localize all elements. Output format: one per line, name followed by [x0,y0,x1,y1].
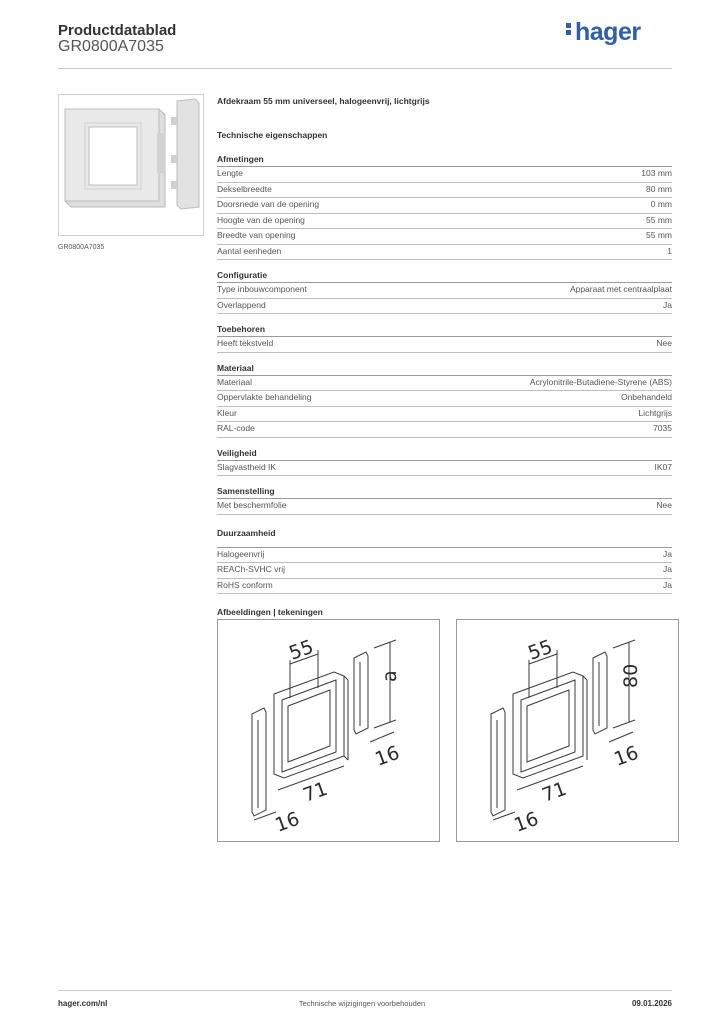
spec-row [217,499,672,515]
spec-row [217,214,672,230]
spec-value: 0 mm [650,199,672,209]
spec-value: Nee [656,500,672,510]
spec-label: REACh-SVHC vrij [217,564,286,574]
spec-section [217,448,672,477]
dimension-drawing-1 [217,619,440,842]
spec-row [217,461,672,477]
header-divider [58,68,672,69]
spec-value: Lichtgrijs [638,407,672,418]
dim-depth-left: 16 [511,807,542,837]
section-title: Afmetingen [217,154,672,167]
spec-label: Dekselbreedte [217,183,272,194]
spec-label: RAL-code [217,423,255,433]
footer-divider [58,990,672,991]
photo-caption: GR0800A7035 [58,244,105,251]
spec-row [217,283,672,299]
footer-date: 09.01.2026 [631,999,672,1008]
spec-value: 80 mm [646,183,672,194]
spec-row [217,548,672,564]
tech-properties-heading: Technische eigenschappen [217,130,328,140]
dim-width: 71 [300,777,331,807]
dim-width: 71 [539,777,570,807]
spec-label: Type inbouwcomponent [217,284,307,294]
spec-section [217,486,672,515]
spec-value: Ja [663,564,672,574]
spec-label: Doorsnede van de opening [217,199,320,209]
spec-label: Lengte [217,168,243,178]
spec-label: Breedte van opening [217,230,296,240]
spec-section [217,154,672,260]
dimension-drawing-2 [456,619,679,842]
product-code: GR0800A7035 [58,38,164,55]
spec-value: Ja [663,579,672,590]
spec-value: 7035 [653,423,672,433]
spec-value: 55 mm [646,214,672,225]
dim-depth-right: 16 [372,741,403,771]
spec-row [217,337,672,353]
spec-section [217,270,672,314]
spec-label: Slagvastheid IK [217,461,277,472]
spec-value: 55 mm [646,230,672,240]
spec-value: 103 mm [641,168,672,178]
dim-depth-right: 16 [611,741,642,771]
footer-note: Technische wijzigingen voorbehouden [298,999,426,1008]
dim-height: 80 [620,663,642,688]
spec-value: Acrylonitrile-Butadiene-Styrene (ABS) [529,376,672,387]
spec-label: Halogeenvrij [217,548,265,559]
dimension-drawing-svg [457,620,678,841]
dim-opening-width: 55 [525,635,556,665]
spec-label: Hoogte van de opening [217,214,305,225]
spec-row [217,579,672,595]
spec-label: Kleur [217,407,237,418]
spec-row [217,229,672,245]
spec-row [217,391,672,407]
spec-value: Ja [663,299,672,310]
spec-row [217,563,672,579]
dim-opening-width: 55 [286,635,317,665]
spec-row [217,299,672,315]
spec-label: Heeft tekstveld [217,338,274,348]
spec-value: Apparaat met centraalplaat [569,284,672,294]
section-title: Configuratie [217,270,672,283]
spec-sections [217,154,672,594]
section-title: Samenstelling [217,486,672,499]
section-title: Materiaal [217,363,672,376]
dim-depth-left: 16 [272,807,303,837]
document-title: Productdatablad [58,22,177,39]
spec-label: Oppervlakte behandeling [217,392,312,402]
product-description: Afdekraam 55 mm universeel, halogeenvrij, lichtgrijs [217,96,430,106]
specifications [217,96,672,619]
spec-row [217,245,672,261]
spec-label: Aantal eenheden [217,245,282,256]
spec-label: Met beschermfolie [217,500,287,510]
logo-text: hager [575,18,641,46]
spec-row [217,407,672,423]
spec-label: Overlappend [217,299,266,310]
spec-value: IK07 [654,461,672,472]
spec-label: Materiaal [217,376,252,387]
dimension-drawing-svg [218,620,439,841]
spec-label: RoHS conform [217,579,273,590]
spec-row [217,167,672,183]
spec-section [217,363,672,438]
drawings-heading: Afbeeldingen | tekeningen [217,607,323,617]
dim-height: a [379,670,401,682]
footer-website-link[interactable]: hager.com/nl [58,999,108,1008]
spec-value: Nee [656,338,672,348]
spec-value: Ja [663,548,672,559]
spec-row [217,183,672,199]
product-photo [58,94,204,236]
logo-dots-icon [566,21,572,37]
section-title: Veiligheid [217,448,672,461]
section-title: Toebehoren [217,324,672,337]
spec-row [217,422,672,438]
product-frame-image [59,95,203,235]
spec-row [217,198,672,214]
section-title: Duurzaamheid [217,528,672,548]
spec-section [217,528,672,595]
hager-logo [566,18,641,47]
spec-section [217,324,672,353]
spec-value: 1 [667,245,672,256]
spec-value: Onbehandeld [620,392,672,402]
spec-row [217,376,672,392]
